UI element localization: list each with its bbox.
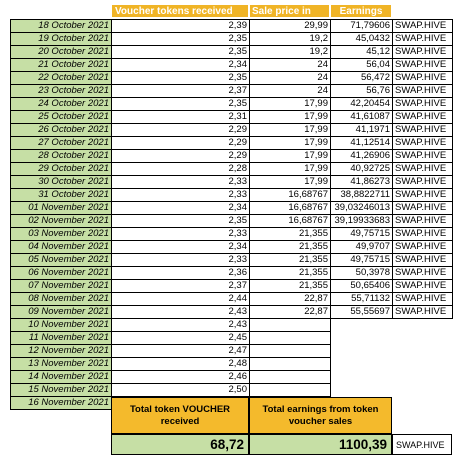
total-earnings-value[interactable]: 1100,39 <box>249 434 392 455</box>
date-cell[interactable]: 27 October 2021 <box>11 137 112 150</box>
price-cell[interactable]: 21,355 <box>250 254 331 267</box>
date-cell[interactable]: 03 November 2021 <box>11 228 112 241</box>
earnings-cell[interactable]: 45,12 <box>331 46 393 59</box>
table-row <box>11 332 453 345</box>
data-table <box>10 19 453 410</box>
voucher-cell[interactable]: 2,39 <box>112 20 250 33</box>
voucher-cell[interactable]: 2,36 <box>112 267 250 280</box>
voucher-cell[interactable]: 2,35 <box>112 46 250 59</box>
date-cell[interactable]: 25 October 2021 <box>11 111 112 124</box>
earnings-cell[interactable]: 42,20454 <box>331 98 393 111</box>
table-row <box>11 98 453 111</box>
earnings-cell[interactable] <box>331 332 393 345</box>
voucher-cell[interactable]: 2,29 <box>112 150 250 163</box>
table-row <box>11 358 453 371</box>
date-cell[interactable]: 15 November 2021 <box>11 384 112 397</box>
voucher-cell[interactable]: 2,35 <box>112 98 250 111</box>
date-cell[interactable]: 18 October 2021 <box>11 20 112 33</box>
voucher-cell[interactable]: 2,35 <box>112 33 250 46</box>
date-cell[interactable]: 23 October 2021 <box>11 85 112 98</box>
earnings-cell[interactable]: 45,0432 <box>331 33 393 46</box>
currency-cell[interactable]: SWAP.HIVE <box>393 72 453 85</box>
price-cell[interactable] <box>250 345 331 358</box>
earnings-cell[interactable]: 41,12514 <box>331 137 393 150</box>
voucher-cell[interactable]: 2,48 <box>112 358 250 371</box>
price-cell[interactable]: 24 <box>250 72 331 85</box>
voucher-cell[interactable]: 2,29 <box>112 137 250 150</box>
table-row <box>11 202 453 215</box>
earnings-cell[interactable]: 49,9707 <box>331 241 393 254</box>
date-cell[interactable]: 06 November 2021 <box>11 267 112 280</box>
price-cell[interactable]: 17,99 <box>250 176 331 189</box>
price-cell[interactable] <box>250 319 331 332</box>
voucher-cell[interactable]: 2,47 <box>112 345 250 358</box>
price-cell[interactable]: 21,355 <box>250 241 331 254</box>
date-cell[interactable]: 29 October 2021 <box>11 163 112 176</box>
earnings-cell[interactable]: 39,19933683 <box>331 215 393 228</box>
voucher-cell[interactable]: 2,43 <box>112 306 250 319</box>
price-cell[interactable]: 17,99 <box>250 124 331 137</box>
table-row <box>11 280 453 293</box>
earnings-cell[interactable] <box>331 371 393 384</box>
date-cell[interactable]: 14 November 2021 <box>11 371 112 384</box>
price-cell[interactable] <box>250 332 331 345</box>
currency-cell[interactable]: SWAP.HIVE <box>393 59 453 72</box>
table-row <box>11 46 453 59</box>
table-row <box>11 254 453 267</box>
currency-cell[interactable]: SWAP.HIVE <box>393 241 453 254</box>
table-row <box>11 189 453 202</box>
earnings-cell[interactable]: 41,1971 <box>331 124 393 137</box>
total-earnings-label-text: Total earnings from token voucher sales <box>262 403 379 427</box>
currency-cell[interactable] <box>393 384 453 397</box>
voucher-cell[interactable]: 2,29 <box>112 124 250 137</box>
currency-cell[interactable]: SWAP.HIVE <box>393 306 453 319</box>
price-cell[interactable]: 19,2 <box>250 33 331 46</box>
price-cell[interactable]: 17,99 <box>250 137 331 150</box>
earnings-cell[interactable]: 55,71132 <box>331 293 393 306</box>
date-cell[interactable]: 24 October 2021 <box>11 98 112 111</box>
table-row <box>11 267 453 280</box>
table-row <box>11 59 453 72</box>
earnings-cell[interactable]: 50,3978 <box>331 267 393 280</box>
header-earnings[interactable]: Earnings <box>330 4 392 18</box>
date-cell[interactable]: 20 October 2021 <box>11 46 112 59</box>
price-cell[interactable] <box>250 371 331 384</box>
date-cell[interactable]: 02 November 2021 <box>11 215 112 228</box>
price-cell[interactable]: 17,99 <box>250 98 331 111</box>
table-row <box>11 124 453 137</box>
earnings-cell[interactable]: 41,86273 <box>331 176 393 189</box>
earnings-cell[interactable]: 56,04 <box>331 59 393 72</box>
voucher-cell[interactable]: 2,33 <box>112 189 250 202</box>
currency-cell[interactable]: SWAP.HIVE <box>393 150 453 163</box>
currency-cell[interactable]: SWAP.HIVE <box>393 85 453 98</box>
total-currency[interactable]: SWAP.HIVE <box>392 434 452 455</box>
earnings-cell[interactable]: 49,75715 <box>331 228 393 241</box>
date-cell[interactable]: 19 October 2021 <box>11 33 112 46</box>
currency-cell[interactable]: SWAP.HIVE <box>393 124 453 137</box>
table-row <box>11 228 453 241</box>
voucher-cell[interactable]: 2,31 <box>112 111 250 124</box>
earnings-cell[interactable] <box>331 319 393 332</box>
date-cell[interactable]: 28 October 2021 <box>11 150 112 163</box>
header-row <box>0 4 460 18</box>
currency-cell[interactable]: SWAP.HIVE <box>393 293 453 306</box>
price-cell[interactable]: 21,355 <box>250 228 331 241</box>
table-row <box>11 72 453 85</box>
price-cell[interactable] <box>250 358 331 371</box>
price-cell[interactable]: 17,99 <box>250 163 331 176</box>
table-row <box>11 293 453 306</box>
price-cell[interactable]: 21,355 <box>250 280 331 293</box>
currency-cell[interactable]: SWAP.HIVE <box>393 215 453 228</box>
voucher-cell[interactable]: 2,33 <box>112 176 250 189</box>
currency-cell[interactable]: SWAP.HIVE <box>393 228 453 241</box>
table-row <box>11 33 453 46</box>
currency-cell[interactable]: SWAP.HIVE <box>393 111 453 124</box>
price-cell[interactable]: 22,87 <box>250 293 331 306</box>
date-cell[interactable]: 21 October 2021 <box>11 59 112 72</box>
date-cell[interactable]: 16 November 2021 <box>11 397 112 410</box>
voucher-cell[interactable]: 2,34 <box>112 59 250 72</box>
earnings-cell[interactable] <box>331 384 393 397</box>
table-row <box>11 85 453 98</box>
table-row <box>11 111 453 124</box>
currency-cell[interactable]: SWAP.HIVE <box>393 202 453 215</box>
date-cell[interactable]: 12 November 2021 <box>11 345 112 358</box>
voucher-cell[interactable]: 2,33 <box>112 228 250 241</box>
header-price[interactable]: Sale price in <box>249 4 330 18</box>
currency-cell[interactable]: SWAP.HIVE <box>393 163 453 176</box>
table-row <box>11 20 453 33</box>
earnings-cell[interactable]: 41,26906 <box>331 150 393 163</box>
header-voucher[interactable]: Voucher tokens received <box>111 4 249 18</box>
currency-cell[interactable]: SWAP.HIVE <box>393 254 453 267</box>
earnings-cell[interactable] <box>331 345 393 358</box>
currency-cell[interactable]: SWAP.HIVE <box>393 98 453 111</box>
price-cell[interactable]: 17,99 <box>250 111 331 124</box>
price-cell[interactable]: 16,68767 <box>250 202 331 215</box>
earnings-cell[interactable]: 71,79606 <box>331 20 393 33</box>
table-row <box>11 371 453 384</box>
voucher-cell[interactable]: 2,28 <box>112 163 250 176</box>
voucher-cell[interactable]: 2,35 <box>112 72 250 85</box>
price-cell[interactable]: 29,99 <box>250 20 331 33</box>
earnings-cell[interactable]: 50,65406 <box>331 280 393 293</box>
date-cell[interactable]: 01 November 2021 <box>11 202 112 215</box>
currency-cell[interactable] <box>393 358 453 371</box>
voucher-cell[interactable]: 2,34 <box>112 241 250 254</box>
earnings-cell[interactable]: 41,61087 <box>331 111 393 124</box>
price-cell[interactable]: 16,68767 <box>250 189 331 202</box>
voucher-cell[interactable]: 2,34 <box>112 202 250 215</box>
table-row <box>11 163 453 176</box>
total-voucher-label-text: Total token VOUCHER received <box>129 403 231 427</box>
table-row <box>11 137 453 150</box>
earnings-cell[interactable]: 40,92725 <box>331 163 393 176</box>
currency-cell[interactable] <box>393 345 453 358</box>
table-row <box>11 241 453 254</box>
price-cell[interactable]: 22,87 <box>250 306 331 319</box>
earnings-cell[interactable]: 39,03246013 <box>331 202 393 215</box>
currency-cell[interactable] <box>393 332 453 345</box>
currency-cell[interactable]: SWAP.HIVE <box>393 280 453 293</box>
earnings-cell[interactable]: 56,472 <box>331 72 393 85</box>
price-cell[interactable]: 17,99 <box>250 150 331 163</box>
currency-cell[interactable]: SWAP.HIVE <box>393 20 453 33</box>
table-row <box>11 345 453 358</box>
currency-cell[interactable]: SWAP.HIVE <box>393 176 453 189</box>
price-cell[interactable]: 16,68767 <box>250 215 331 228</box>
currency-cell[interactable] <box>393 319 453 332</box>
currency-cell[interactable]: SWAP.HIVE <box>393 137 453 150</box>
date-cell[interactable]: 10 November 2021 <box>11 319 112 332</box>
date-cell[interactable]: 07 November 2021 <box>11 280 112 293</box>
total-voucher-label <box>111 397 249 434</box>
date-cell[interactable]: 13 November 2021 <box>11 358 112 371</box>
earnings-cell[interactable]: 55,55697 <box>331 306 393 319</box>
voucher-cell[interactable]: 2,46 <box>112 371 250 384</box>
date-cell[interactable]: 11 November 2021 <box>11 332 112 345</box>
price-cell[interactable]: 19,2 <box>250 46 331 59</box>
table-row <box>11 306 453 319</box>
table-row <box>11 176 453 189</box>
currency-cell[interactable] <box>393 371 453 384</box>
currency-cell[interactable] <box>393 397 453 410</box>
total-voucher-value[interactable]: 68,72 <box>111 434 249 455</box>
currency-cell[interactable]: SWAP.HIVE <box>393 46 453 59</box>
voucher-cell[interactable]: 2,43 <box>112 319 250 332</box>
total-earnings-label <box>249 397 392 434</box>
earnings-cell[interactable]: 38,8822711 <box>331 189 393 202</box>
date-cell[interactable]: 09 November 2021 <box>11 306 112 319</box>
table-row <box>11 150 453 163</box>
date-cell[interactable]: 26 October 2021 <box>11 124 112 137</box>
date-cell[interactable]: 04 November 2021 <box>11 241 112 254</box>
voucher-cell[interactable]: 2,45 <box>112 332 250 345</box>
voucher-cell[interactable]: 2,37 <box>112 280 250 293</box>
table-row <box>11 319 453 332</box>
date-cell[interactable]: 22 October 2021 <box>11 72 112 85</box>
voucher-cell[interactable]: 2,50 <box>112 384 250 397</box>
date-cell[interactable]: 05 November 2021 <box>11 254 112 267</box>
currency-cell[interactable]: SWAP.HIVE <box>393 267 453 280</box>
price-cell[interactable]: 21,355 <box>250 267 331 280</box>
table-row <box>11 215 453 228</box>
date-cell[interactable]: 31 October 2021 <box>11 189 112 202</box>
currency-cell[interactable]: SWAP.HIVE <box>393 189 453 202</box>
price-cell[interactable]: 24 <box>250 85 331 98</box>
voucher-cell[interactable]: 2,44 <box>112 293 250 306</box>
earnings-cell[interactable] <box>331 358 393 371</box>
table-row <box>11 384 453 397</box>
voucher-cell[interactable]: 2,33 <box>112 254 250 267</box>
currency-cell[interactable]: SWAP.HIVE <box>393 33 453 46</box>
price-cell[interactable] <box>250 384 331 397</box>
voucher-cell[interactable]: 2,35 <box>112 215 250 228</box>
date-cell[interactable]: 30 October 2021 <box>11 176 112 189</box>
price-cell[interactable]: 24 <box>250 59 331 72</box>
voucher-cell[interactable]: 2,37 <box>112 85 250 98</box>
date-cell[interactable]: 08 November 2021 <box>11 293 112 306</box>
earnings-cell[interactable]: 56,76 <box>331 85 393 98</box>
earnings-cell[interactable]: 49,75715 <box>331 254 393 267</box>
